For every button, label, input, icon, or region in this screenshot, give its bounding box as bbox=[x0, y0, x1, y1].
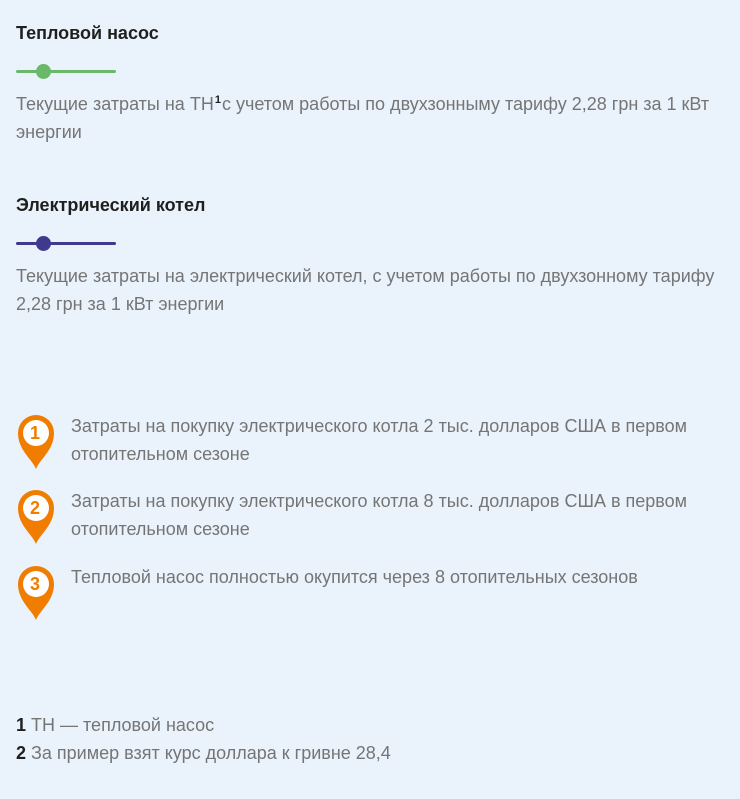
map-pin-icon bbox=[16, 412, 56, 468]
footnote-number: 2 bbox=[16, 743, 27, 763]
footnote-number: 1 bbox=[16, 715, 27, 735]
legend-swatch-heat-pump bbox=[16, 64, 116, 80]
footnotes bbox=[16, 711, 391, 767]
legend-line-bar bbox=[16, 242, 116, 245]
footnote-2 bbox=[16, 739, 391, 767]
marker-item-3 bbox=[16, 563, 726, 619]
legend-title-electric-boiler: Электрический котел bbox=[16, 195, 206, 215]
footnote-1 bbox=[16, 711, 391, 739]
footnote-ref: 1 bbox=[214, 94, 221, 106]
marker-text: Затраты на покупку электрического котла 2 тыс. долларов США в первом отопительном сезоне bbox=[71, 416, 688, 464]
legend-desc-heat-pump bbox=[16, 90, 716, 146]
marker-text: Тепловой насос полностью окупится через 8 отопительных сезонов bbox=[71, 567, 638, 587]
marker-number: 1 bbox=[29, 423, 40, 443]
footnote-text: За пример взят курс доллара к гривне 28,4 bbox=[26, 743, 391, 763]
map-pin-icon bbox=[16, 487, 56, 543]
legend-line-dot bbox=[36, 64, 51, 79]
legend-line-bar bbox=[16, 70, 116, 73]
marker-text: Затраты на покупку электрического котла 8 тыс. долларов США в первом отопительном сезоне bbox=[71, 491, 688, 539]
legend-heat-pump bbox=[16, 22, 716, 146]
marker-number: 2 bbox=[29, 498, 40, 518]
legend-electric-boiler bbox=[16, 194, 716, 318]
marker-item-2 bbox=[16, 487, 726, 543]
legend-desc-part: с учетом работы по двухзонныму тарифу 2,28 грн за 1 кВт энергии bbox=[16, 94, 710, 142]
legend-title-heat-pump: Тепловой насос bbox=[16, 23, 159, 43]
legend-line-dot bbox=[36, 236, 51, 251]
legend-desc-part: Текущие затраты на ТН bbox=[16, 94, 214, 114]
marker-number: 3 bbox=[29, 574, 40, 594]
marker-item-1 bbox=[16, 412, 726, 468]
map-pin-icon bbox=[16, 563, 56, 619]
legend-desc-electric-boiler: Текущие затраты на электрический котел, с учетом работы по двухзонному тарифу 2,28 грн за 1 кВт энергии bbox=[16, 266, 715, 314]
footnote-text: ТН — тепловой насос bbox=[26, 715, 215, 735]
legend-swatch-electric-boiler bbox=[16, 236, 116, 252]
